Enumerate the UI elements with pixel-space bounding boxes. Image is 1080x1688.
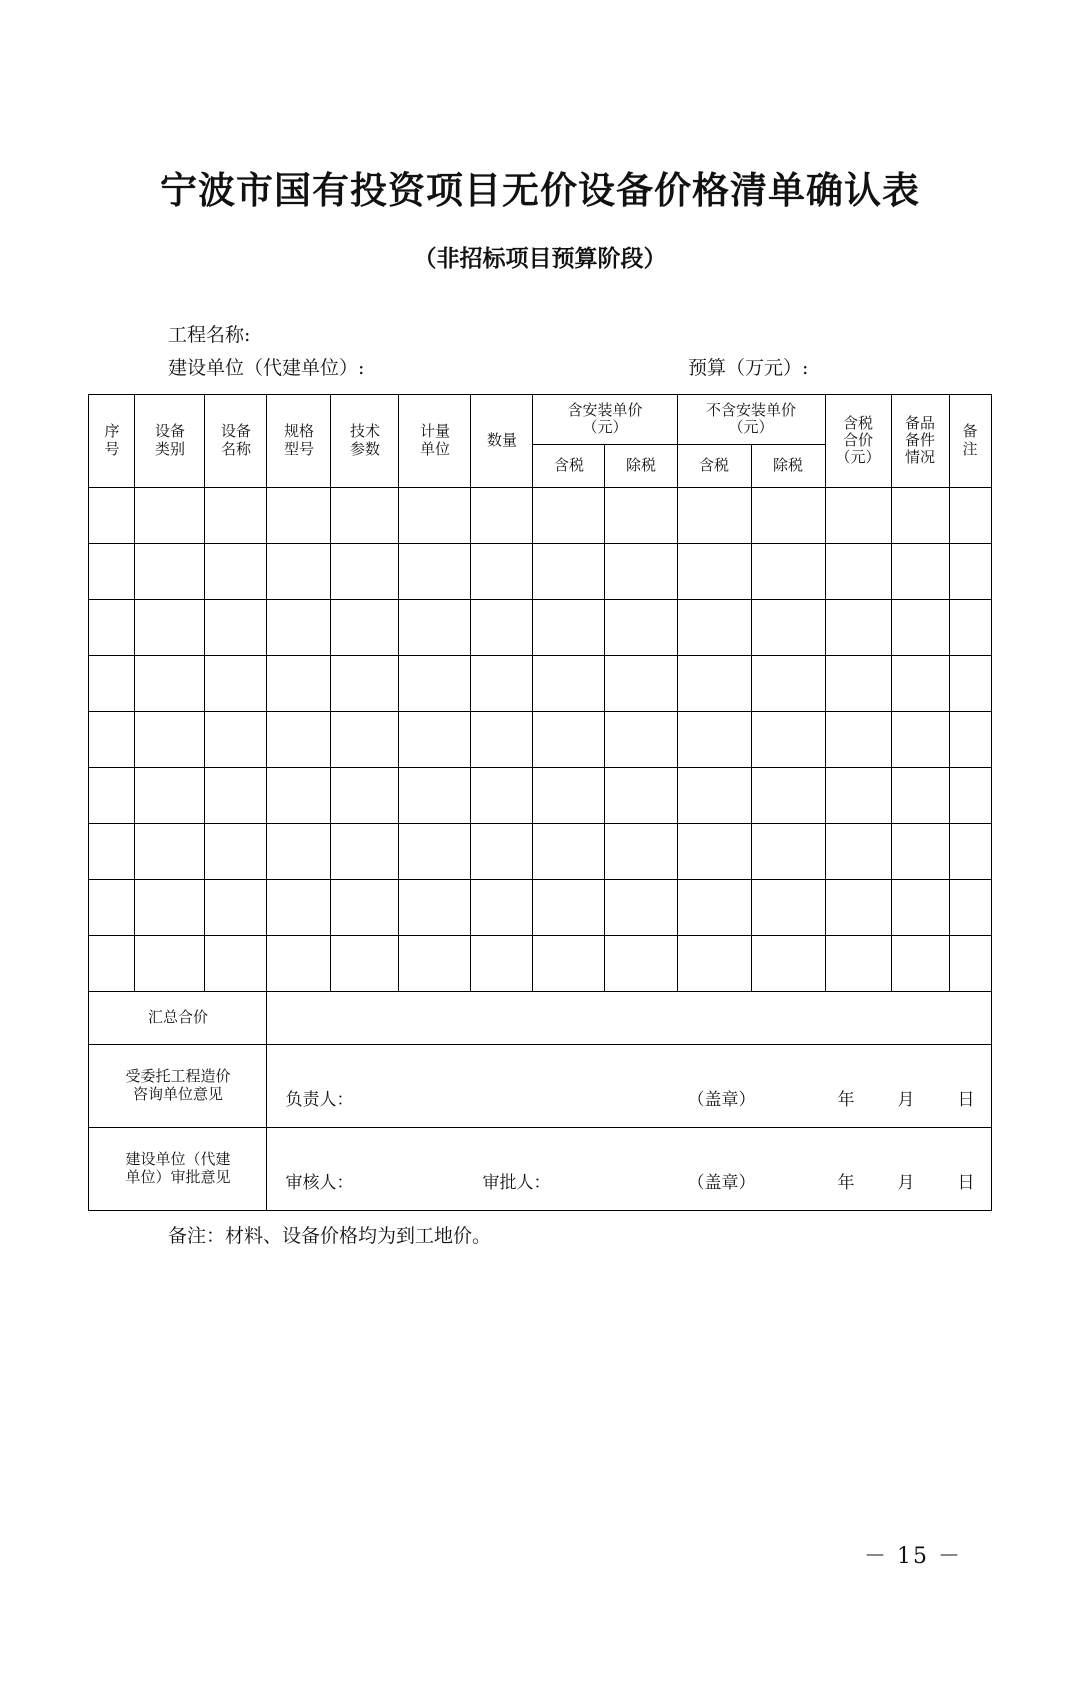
construction-unit-row <box>168 352 1008 385</box>
table-row <box>89 599 991 655</box>
table-row <box>89 767 991 823</box>
table-cell[interactable] <box>533 543 605 599</box>
table-cell[interactable] <box>267 487 331 543</box>
table-cell[interactable] <box>751 599 825 655</box>
header-seq: 序 号 <box>89 394 135 487</box>
table-cell[interactable] <box>949 823 991 879</box>
table-cell[interactable] <box>267 879 331 935</box>
page-number: － 15 － <box>864 1544 962 1569</box>
signature-field[interactable]: 月 <box>897 1089 915 1110</box>
signature-field[interactable]: （盖章） <box>687 1089 756 1110</box>
table-cell[interactable] <box>825 543 891 599</box>
table-cell[interactable] <box>825 599 891 655</box>
table-cell[interactable] <box>533 487 605 543</box>
table-cell[interactable] <box>205 767 267 823</box>
table-cell[interactable] <box>205 599 267 655</box>
form-meta <box>0 319 1080 386</box>
table-cell[interactable] <box>533 711 605 767</box>
approval-opinion-row <box>89 1127 991 1210</box>
table-cell[interactable] <box>949 655 991 711</box>
table-cell[interactable] <box>267 543 331 599</box>
approval-opinion-label: 建设单位（代建 单位）审批意见 <box>89 1127 267 1210</box>
signature-field[interactable]: 日 <box>957 1089 975 1110</box>
project-name-label: 工程名称: <box>168 324 251 346</box>
table-cell[interactable] <box>399 767 471 823</box>
table-cell[interactable] <box>949 711 991 767</box>
table-row <box>89 879 991 935</box>
table-cell[interactable] <box>471 879 533 935</box>
table-cell[interactable] <box>205 543 267 599</box>
page-subtitle: （非招标项目预算阶段） <box>413 245 667 272</box>
signature-field[interactable]: 年 <box>837 1172 855 1193</box>
header-equipment-name: 设备 名称 <box>205 394 267 487</box>
table-cell[interactable] <box>471 543 533 599</box>
table-cell[interactable] <box>205 711 267 767</box>
header-quantity: 数量 <box>471 394 533 487</box>
table-cell[interactable] <box>605 543 677 599</box>
header-sub-tax-excluded-1: 除税 <box>605 445 677 487</box>
table-cell[interactable] <box>949 599 991 655</box>
table-cell[interactable] <box>825 655 891 711</box>
table-cell[interactable] <box>751 711 825 767</box>
table-cell[interactable] <box>399 487 471 543</box>
table-cell[interactable] <box>825 767 891 823</box>
table-cell[interactable] <box>205 823 267 879</box>
project-name-row <box>168 319 1008 352</box>
table-cell[interactable] <box>891 599 949 655</box>
table-cell[interactable] <box>89 935 135 991</box>
approval-opinion-fields[interactable] <box>267 1127 991 1210</box>
table-cell[interactable] <box>135 823 205 879</box>
table-cell[interactable] <box>399 935 471 991</box>
table-cell[interactable] <box>135 711 205 767</box>
header-tax-included-total: 含税 合价 （元） <box>825 394 891 487</box>
document-page <box>0 160 1080 1688</box>
table-cell[interactable] <box>605 823 677 879</box>
table-cell[interactable] <box>891 879 949 935</box>
table-cell[interactable] <box>205 655 267 711</box>
table-cell[interactable] <box>949 767 991 823</box>
table-cell[interactable] <box>471 599 533 655</box>
table-cell[interactable] <box>751 823 825 879</box>
table-cell[interactable] <box>331 767 399 823</box>
table-cell[interactable] <box>135 767 205 823</box>
table-row <box>89 543 991 599</box>
table-cell[interactable] <box>751 655 825 711</box>
table-cell[interactable] <box>331 655 399 711</box>
table-cell[interactable] <box>751 935 825 991</box>
table-row <box>89 823 991 879</box>
table-cell[interactable] <box>677 879 751 935</box>
table-cell[interactable] <box>399 543 471 599</box>
table-cell[interactable] <box>605 879 677 935</box>
header-unit: 计量 单位 <box>399 394 471 487</box>
table-cell[interactable] <box>891 823 949 879</box>
signature-field[interactable]: 负责人： <box>285 1089 354 1110</box>
table-cell[interactable] <box>471 767 533 823</box>
table-cell[interactable] <box>949 935 991 991</box>
table-cell[interactable] <box>267 935 331 991</box>
equipment-price-table <box>88 394 991 1211</box>
table-cell[interactable] <box>331 711 399 767</box>
table-cell[interactable] <box>751 879 825 935</box>
signature-field[interactable]: 审批人： <box>482 1172 551 1193</box>
table-cell[interactable] <box>677 935 751 991</box>
table-cell[interactable] <box>751 543 825 599</box>
table-cell[interactable] <box>677 823 751 879</box>
summary-row <box>89 991 991 1044</box>
table-row <box>89 935 991 991</box>
table-cell[interactable] <box>471 823 533 879</box>
table-cell[interactable] <box>89 543 135 599</box>
header-sub-tax-excluded-2: 除税 <box>751 445 825 487</box>
table-cell[interactable] <box>89 767 135 823</box>
table-cell[interactable] <box>751 487 825 543</box>
table-cell[interactable] <box>471 655 533 711</box>
header-sub-tax-included-2: 含税 <box>677 445 751 487</box>
table-cell[interactable] <box>135 543 205 599</box>
table-cell[interactable] <box>89 655 135 711</box>
header-without-install-price: 不含安装单价 （元） <box>677 394 825 445</box>
signature-field[interactable]: 月 <box>897 1172 915 1193</box>
table-cell[interactable] <box>605 655 677 711</box>
table-cell[interactable] <box>825 879 891 935</box>
table-cell[interactable] <box>605 711 677 767</box>
table-cell[interactable] <box>677 711 751 767</box>
table-cell[interactable] <box>267 655 331 711</box>
signature-field[interactable]: （盖章） <box>687 1172 756 1193</box>
header-equipment-category: 设备 类别 <box>135 394 205 487</box>
table-cell[interactable] <box>751 767 825 823</box>
table-header-row-top <box>89 394 991 445</box>
header-remarks: 备 注 <box>949 394 991 487</box>
table-cell[interactable] <box>677 599 751 655</box>
table-cell[interactable] <box>605 487 677 543</box>
table-cell[interactable] <box>135 655 205 711</box>
table-row <box>89 711 991 767</box>
header-tech-params: 技术 参数 <box>331 394 399 487</box>
table-cell[interactable] <box>267 823 331 879</box>
table-cell[interactable] <box>891 935 949 991</box>
table-cell[interactable] <box>471 711 533 767</box>
header-sub-tax-included-1: 含税 <box>533 445 605 487</box>
table-cell[interactable] <box>89 711 135 767</box>
signature-field[interactable]: 审核人： <box>285 1172 354 1193</box>
summary-label: 汇总合价 <box>89 991 267 1044</box>
table-cell[interactable] <box>135 487 205 543</box>
table-cell[interactable] <box>89 879 135 935</box>
table-cell[interactable] <box>677 543 751 599</box>
page-title: 宁波市国有投资项目无价设备价格清单确认表 <box>160 168 920 212</box>
table-cell[interactable] <box>267 711 331 767</box>
table-cell[interactable] <box>825 935 891 991</box>
table-cell[interactable] <box>533 767 605 823</box>
table-cell[interactable] <box>331 543 399 599</box>
table-cell[interactable] <box>471 935 533 991</box>
table-cell[interactable] <box>267 599 331 655</box>
table-cell[interactable] <box>399 823 471 879</box>
table-cell[interactable] <box>949 487 991 543</box>
table-cell[interactable] <box>533 599 605 655</box>
table-cell[interactable] <box>205 487 267 543</box>
table-cell[interactable] <box>605 599 677 655</box>
table-cell[interactable] <box>533 655 605 711</box>
table-body <box>89 487 991 991</box>
table-cell[interactable] <box>677 487 751 543</box>
footnote: 备注：材料、设备价格均为到工地价。 <box>168 1224 492 1247</box>
table-cell[interactable] <box>891 655 949 711</box>
table-cell[interactable] <box>135 599 205 655</box>
table-cell[interactable] <box>891 711 949 767</box>
table-cell[interactable] <box>677 655 751 711</box>
table-cell[interactable] <box>89 487 135 543</box>
consultant-opinion-label: 受委托工程造价 咨询单位意见 <box>89 1044 267 1127</box>
signature-field[interactable]: 日 <box>957 1172 975 1193</box>
table-cell[interactable] <box>533 823 605 879</box>
table-cell[interactable] <box>533 879 605 935</box>
table-cell[interactable] <box>399 711 471 767</box>
header-with-install-price: 含安装单价 （元） <box>533 394 677 445</box>
table-cell[interactable] <box>891 767 949 823</box>
table-footer <box>89 991 991 1210</box>
table-cell[interactable] <box>331 935 399 991</box>
table-cell[interactable] <box>205 935 267 991</box>
header-spare-parts: 备品 备件 情况 <box>891 394 949 487</box>
table-cell[interactable] <box>891 487 949 543</box>
table-row <box>89 655 991 711</box>
summary-value[interactable] <box>267 991 991 1044</box>
table-cell[interactable] <box>267 767 331 823</box>
consultant-opinion-fields[interactable] <box>267 1044 991 1127</box>
table-cell[interactable] <box>605 935 677 991</box>
table-cell[interactable] <box>331 879 399 935</box>
table-cell[interactable] <box>205 879 267 935</box>
table-cell[interactable] <box>89 823 135 879</box>
table-cell[interactable] <box>949 543 991 599</box>
table-cell[interactable] <box>471 487 533 543</box>
signature-field[interactable]: 年 <box>837 1089 855 1110</box>
table-cell[interactable] <box>533 935 605 991</box>
table-cell[interactable] <box>399 655 471 711</box>
table-cell[interactable] <box>605 767 677 823</box>
table-row <box>89 487 991 543</box>
table-cell[interactable] <box>331 823 399 879</box>
table-cell[interactable] <box>825 823 891 879</box>
table-cell[interactable] <box>135 879 205 935</box>
table-cell[interactable] <box>399 879 471 935</box>
table-cell[interactable] <box>825 711 891 767</box>
construction-unit-label: 建设单位（代建单位）: <box>168 357 365 380</box>
table-cell[interactable] <box>135 935 205 991</box>
consultant-opinion-row <box>89 1044 991 1127</box>
table-cell[interactable] <box>891 543 949 599</box>
table-cell[interactable] <box>331 487 399 543</box>
header-spec-model: 规格 型号 <box>267 394 331 487</box>
budget-label: 预算（万元）: <box>688 357 809 380</box>
table-cell[interactable] <box>89 599 135 655</box>
table-cell[interactable] <box>331 599 399 655</box>
table-cell[interactable] <box>399 599 471 655</box>
table-cell[interactable] <box>949 879 991 935</box>
table-cell[interactable] <box>825 487 891 543</box>
table-cell[interactable] <box>677 767 751 823</box>
